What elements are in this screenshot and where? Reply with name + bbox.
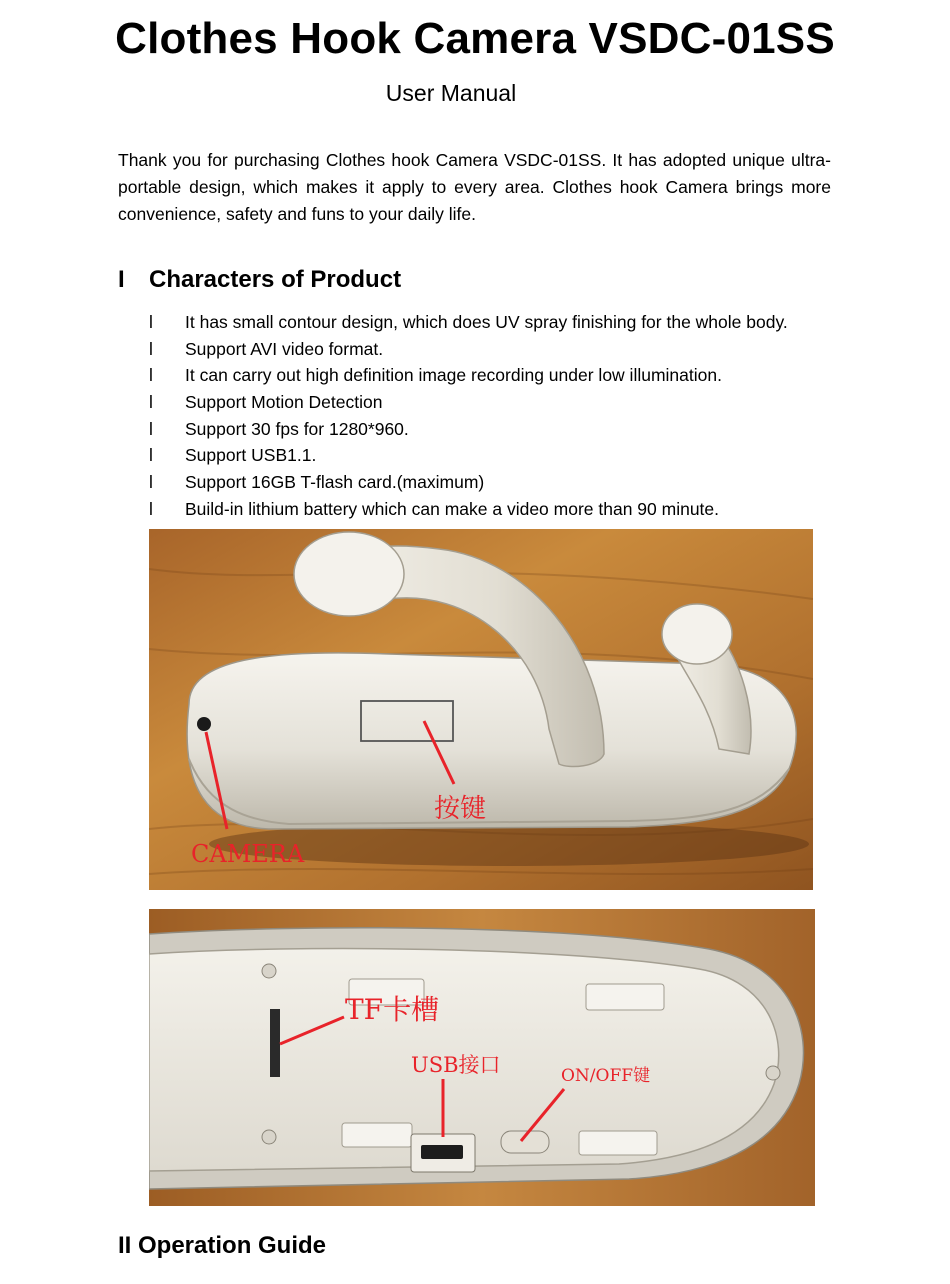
product-photo-front	[149, 529, 813, 890]
feature-text: It can carry out high definition image recording under low illumination.	[185, 365, 722, 386]
section-heading-operation: II Operation Guide	[118, 1232, 327, 1259]
feature-text: Support 30 fps for 1280*960.	[185, 418, 409, 439]
product-photo-back	[149, 909, 815, 1206]
feature-item	[149, 336, 788, 363]
onoff-switch-label: ON/OFF键	[561, 1066, 651, 1086]
section-heading-characters	[118, 266, 401, 294]
bullet-marker: l	[149, 312, 153, 332]
feature-item	[149, 309, 788, 336]
bullet-marker: l	[149, 445, 153, 466]
feature-item	[149, 389, 788, 416]
bullet-marker: l	[149, 392, 153, 413]
bullet-marker: l	[149, 418, 153, 439]
feature-text: Support USB1.1.	[185, 445, 317, 466]
bullet-marker: l	[149, 365, 153, 386]
feature-item	[149, 362, 788, 389]
camera-label: CAMERA	[191, 840, 305, 868]
bullet-marker: l	[149, 472, 153, 493]
feature-item	[149, 496, 788, 523]
feature-item	[149, 442, 788, 469]
feature-text: Support 16GB T-flash card.(maximum)	[185, 472, 485, 493]
feature-item	[149, 416, 788, 443]
section-number: I	[118, 266, 125, 293]
document-title: Clothes Hook Camera VSDC-01SS	[115, 14, 835, 63]
tf-slot-label: TF卡槽	[345, 993, 440, 1026]
bullet-marker: l	[149, 498, 153, 519]
bullet-marker: l	[149, 338, 153, 359]
button-label: 按键	[434, 794, 487, 824]
feature-item	[149, 469, 788, 496]
intro-paragraph: Thank you for purchasing Clothes hook Camera VSDC-01SS. It has adopted unique ultra-portable design, which makes it apply to every area. Clothes hook Camera brings more convenience, safety and funs to your daily life.	[118, 150, 831, 224]
document-subtitle: User Manual	[385, 80, 517, 106]
feature-text: Build-in lithium battery which can make a video more than 90 minute.	[185, 498, 720, 519]
feature-text: Support Motion Detection	[185, 392, 383, 413]
usb-port-label: USB接口	[411, 1053, 501, 1077]
feature-list	[149, 309, 788, 523]
section-title: Characters of Product	[149, 266, 402, 293]
feature-text: Support AVI video format.	[185, 338, 384, 359]
feature-text: It has small contour design, which does UV spray finishing for the whole body.	[185, 312, 788, 332]
